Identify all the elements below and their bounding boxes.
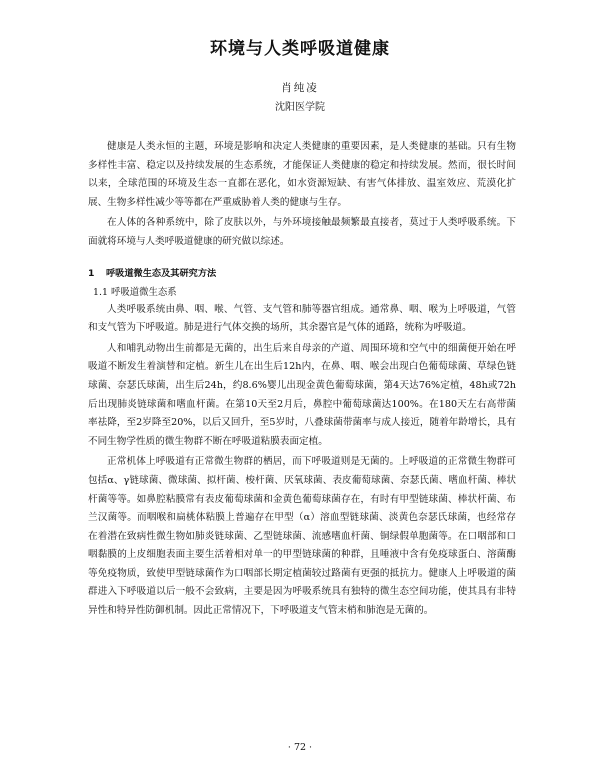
author-affiliation: 沈阳医学院 (275, 102, 325, 113)
body-paragraph: 人类呼吸系统由鼻、咽、喉、气管、支气管和肺等器官组成。通常鼻、咽、喉为上呼吸道，气管和支气管为下呼吸道。肺是进行气体交换的场所，其余器官是气体的通路，统称为呼吸道。 (88, 303, 516, 334)
page-number: · 72 · (287, 742, 313, 753)
subsection-number: 1.1 (93, 286, 108, 298)
intro-paragraph: 在人体的各种系统中，除了皮肤以外，与外环境接触最频繁最直接者，莫过于人类呼吸系统。下面就将环境与人类呼吸道健康的研究做以综述。 (88, 217, 516, 247)
section-heading (88, 266, 516, 282)
subsection-heading (93, 284, 516, 301)
author-name: 肖纯凌 (281, 82, 319, 94)
section-title: 呼吸道微生态及其研究方法 (106, 267, 217, 279)
body-paragraph: 人和哺乳动物出生前都是无菌的，出生后来自母亲的产道、周围环境和空气中的细菌便开始在呼吸道不断发生着演替和定植。新生儿在出生后12h内，在鼻、咽、喉会出现白色葡萄球菌、草绿色链球菌、奈瑟氏球菌，出生后24h，约8.6%婴儿出现金黄色葡萄球菌，第4天达76%定植，48h或72h后出现肺炎链球菌和嗜血杆菌。在第10天至2月后，鼻腔中葡萄球菌达100%。在180天左右高带菌率祛降，至2岁降至20%，以后又回升，至5岁时，八叠球菌带菌率与成人接近，随着年龄增长，具有不同生物学性质的微生物群不断在呼吸道粘膜表面定植。 (88, 342, 516, 447)
section-number: 1 (88, 267, 95, 279)
paper-title: 环境与人类呼吸道健康 (210, 39, 390, 59)
subsection-title: 呼吸道微生态系 (111, 286, 177, 298)
intro-paragraph: 健康是人类永恒的主题，环境是影响和决定人类健康的重要因素，是人类健康的基础。只有生物多样性丰富、稳定以及持续发展的生态系统，才能保证人类健康的稳定和持续发展。然而，很长时间以来，全球范围的环境及生态一直都在恶化，如水资源短缺、有害气体排放、温室效应、荒漠化扩展、生物多样性减少等等都在严重威胁着人类的健康与生存。 (88, 141, 516, 208)
paper-body (88, 138, 516, 623)
body-paragraph: 正常机体上呼吸道有正常微生物群的栖居，而下呼吸道则是无菌的。上呼吸道的正常微生物群可包括α、γ链球菌、微球菌、拟杆菌、梭杆菌、厌氧球菌、表皮葡萄球菌、奈瑟氏菌、嗜血杆菌、棒状杆菌等等。如鼻腔粘膜常有表皮葡萄球菌和金黄色葡萄球菌存在，有时有甲型链球菌、棒状杆菌、布兰汉菌等。而咽喉和扁桃体粘膜上普遍存在甲型（α）溶血型链球菌、淡黄色奈瑟氏球菌，也经常存在着潜在致病性微生物如肺炎链球菌、乙型链球菌、流感嗜血杆菌、铜绿假单胞菌等。在口咽部和口咽黏膜的上皮细胞表面主要生活着相对单一的甲型链球菌的种群，且唾液中含有免疫球蛋白、溶菌酶等免疫物质，致使甲型链球菌作为口咽部长期定植菌较过路菌有更强的抵抗力。健康人上呼吸道的菌群进入下呼吸道以后一般不会致病，主要是因为呼吸系统具有独特的微生态空间功能，使其具有非特异性和特异性防御机制。因此正常情况下，下呼吸道支气管末梢和肺泡是无菌的。 (88, 456, 516, 617)
